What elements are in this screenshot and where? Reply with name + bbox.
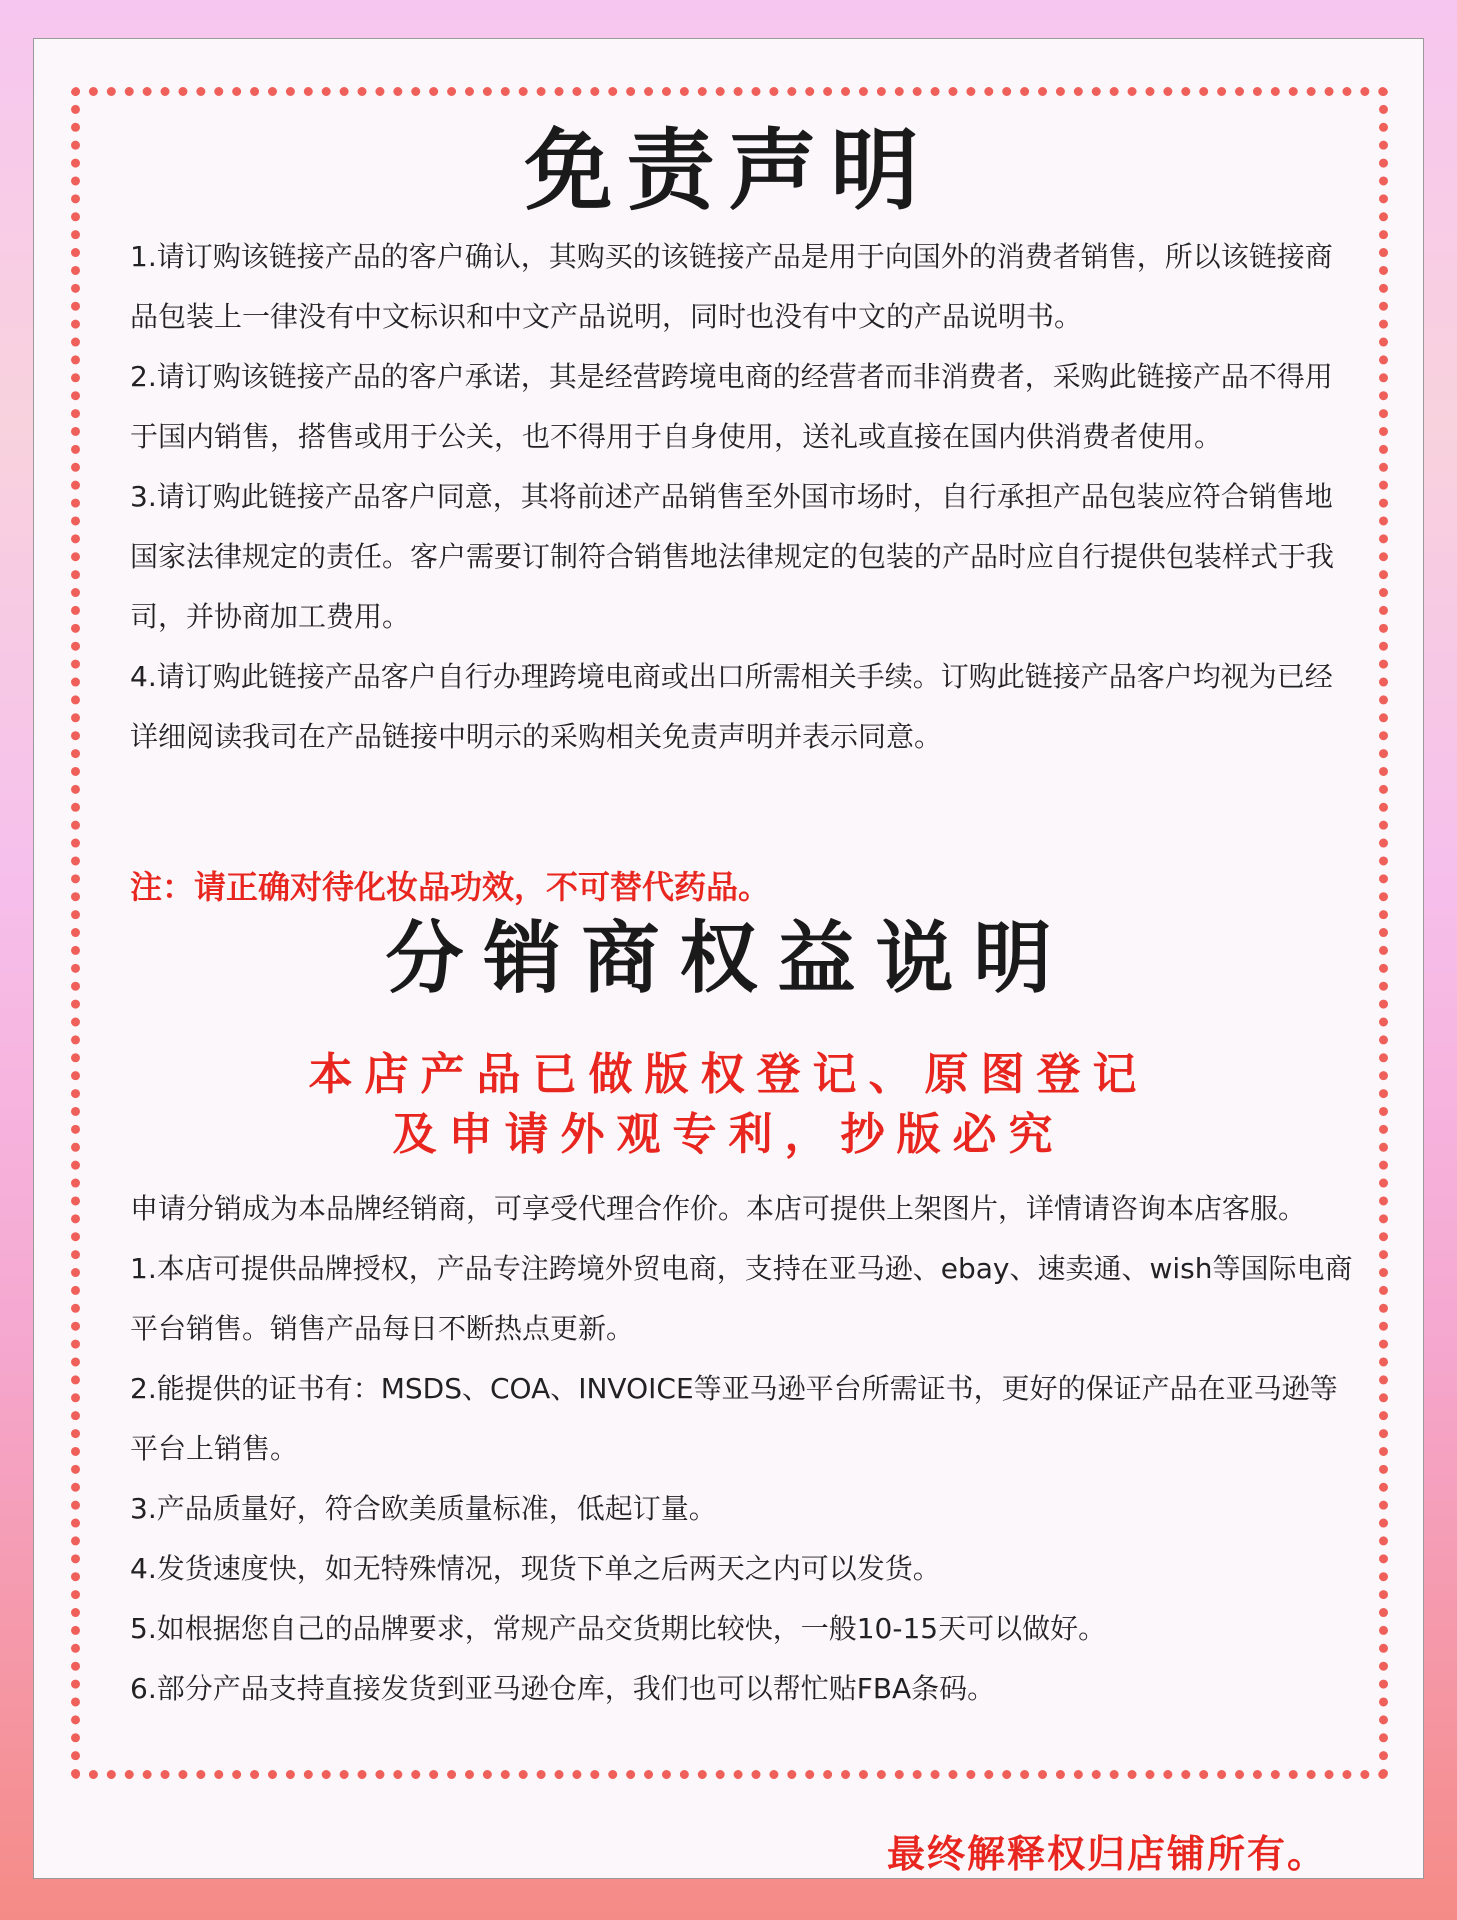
distributor-item-2: 2.能提供的证书有：MSDS、COA、INVOICE等亚马逊平台所需证书，更好的保证产品在亚马逊等平台上销售。 (130, 1372, 1338, 1465)
disclaimer-paragraphs (130, 227, 1360, 767)
distributor-item-6: 6.部分产品支持直接发货到亚马逊仓库，我们也可以帮忙贴FBA条码。 (130, 1672, 996, 1705)
cosmetics-note: 注：请正确对待化妆品功效，不可替代药品。 (130, 868, 771, 906)
disclaimer-card (33, 38, 1424, 1879)
disclaimer-paragraph-1: 1.请订购该链接产品的客户确认，其购买的该链接产品是用于向国外的消费者销售，所以该链接商品包装上一律没有中文标识和中文产品说明，同时也没有中文的产品说明书。 (130, 240, 1333, 333)
disclaimer-title: 免责声明 (524, 119, 933, 222)
disclaimer-paragraph-3: 3.请订购此链接产品客户同意，其将前述产品销售至外国市场时，自行承担产品包装应符合销售地国家法律规定的责任。客户需要订制符合销售地法律规定的包装的产品时应自行提供包装样式于我司，并协商加工费用。 (130, 480, 1335, 633)
final-interpretation-note: 最终解释权归店铺所有。 (886, 1832, 1327, 1876)
disclaimer-paragraph-2: 2.请订购该链接产品的客户承诺，其是经营跨境电商的经营者而非消费者，采购此链接产品不得用于国内销售，搭售或用于公关，也不得用于自身使用，送礼或直接在国内供消费者使用。 (130, 360, 1333, 453)
distributor-paragraphs (130, 1179, 1360, 1719)
distributor-item-3: 3.产品质量好，符合欧美质量标准，低起订量。 (130, 1492, 717, 1525)
distributor-title: 分销商权益说明 (385, 914, 1072, 1004)
distributor-item-1: 1.本店可提供品牌授权，产品专注跨境外贸电商，支持在亚马逊、ebay、速卖通、wish等国际电商平台销售。销售产品每日不断热点更新。 (130, 1252, 1353, 1345)
copyright-headline-line-2: 及申请外观专利，抄版必究 (392, 1109, 1065, 1160)
distributor-item-5: 5.如根据您自己的品牌要求，常规产品交货期比较快，一般10-15天可以做好。 (130, 1612, 1107, 1645)
copyright-headline-line-1: 本店产品已做版权登记、原图登记 (308, 1049, 1149, 1100)
distributor-item-4: 4.发货速度快，如无特殊情况，现货下单之后两天之内可以发货。 (130, 1552, 941, 1585)
disclaimer-paragraph-4: 4.请订购此链接产品客户自行办理跨境电商或出口所需相关手续。订购此链接产品客户均视为已经详细阅读我司在产品链接中明示的采购相关免责声明并表示同意。 (130, 660, 1333, 753)
distributor-intro: 申请分销成为本品牌经销商，可享受代理合作价。本店可提供上架图片，详情请咨询本店客服。 (130, 1192, 1307, 1225)
